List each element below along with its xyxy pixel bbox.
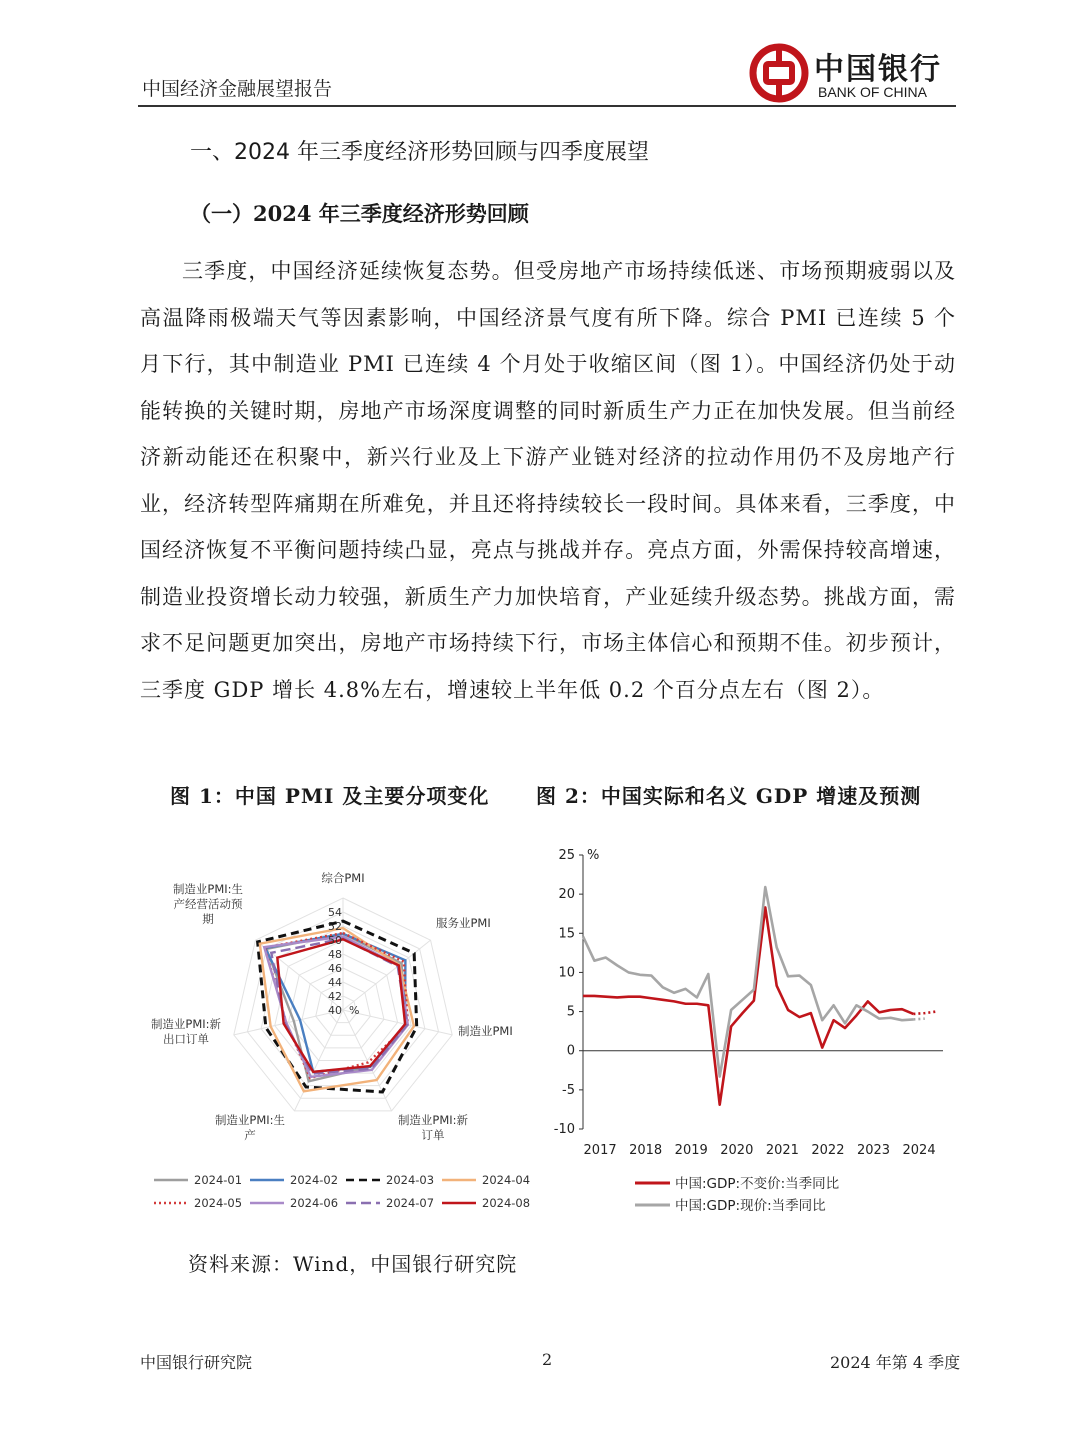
radar-axis-label-line: 制造业PMI	[458, 1024, 513, 1038]
radar-tick-label: 48	[328, 948, 342, 961]
body-paragraph-block	[140, 248, 956, 713]
series-forecast-real-gdp	[913, 1019, 924, 1020]
logo-english-text: BANK OF CHINA	[818, 84, 927, 100]
radar-axis-label-line: 综合PMI	[321, 871, 365, 885]
gdp-legend-label: 中国:GDP:不变价:当季同比	[675, 1176, 840, 1192]
logo-chinese-text: 中国银行	[814, 52, 942, 87]
radar-axis-label-line: 出口订单	[163, 1032, 209, 1046]
radar-axis-label-line: 产	[244, 1128, 256, 1142]
gdp-legend-label: 中国:GDP:现价:当季同比	[675, 1198, 826, 1214]
y-axis-unit: %	[587, 848, 600, 863]
y-tick-label: 15	[558, 926, 575, 942]
series-line-real-gdp	[583, 907, 913, 1104]
radar-axis-label	[215, 1113, 286, 1142]
section-title: 一、2024 年三季度经济形势回顾与四季度展望	[190, 140, 649, 165]
radar-tick-label: 52	[328, 920, 342, 933]
boc-emblem-icon	[748, 42, 810, 104]
radar-axis-label-line: 期	[202, 912, 214, 926]
radar-tick-label: 50	[328, 934, 342, 947]
legend-label-2024-01: 2024-01	[194, 1173, 243, 1187]
gdp-line-chart	[540, 840, 955, 1220]
y-tick-label: -10	[553, 1122, 575, 1137]
y-tick-label: 10	[558, 965, 575, 981]
body-paragraph: 三季度，中国经济延续恢复态势。但受房地产市场持续低迷、市场预期疲弱以及高温降雨极端天气等因素影响，中国经济景气度有所下降。综合 PMI 已连续 5 个月下行，其中制造业 PMI 已连续 4 个月处于收缩区间（图 1）。中国经济仍处于动能转换的关键时期，房地产市场深度调整的同时新质生产力正在加快发展。但当前经济新动能还在积聚中，新兴行业及上下游产业链对经济的拉动作用仍不及房地产行业，经济转型阵痛期在所难免，并且还将持续较长一段时间。具体来看，三季度，中国经济恢复不平衡问题持续凸显，亮点与挑战并存。亮点方面，外需保持较高增速，制造业投资增长动力较强，新质生产力加快培育，产业延续升级态势。挑战方面，需求不足问题更加突出，房地产市场持续下行，市场主体信心和预期不佳。初步预计，三季度 GDP 增长 4.8%左右，增速较上半年低 0.2 个百分点左右（图 2）。	[140, 259, 956, 702]
radar-tick-label: 42	[328, 990, 342, 1003]
x-tick-label: 2024	[902, 1143, 936, 1158]
series-forecast-real-gdp	[913, 1012, 936, 1014]
report-title: 中国经济金融展望报告	[142, 78, 333, 100]
series-line-nominal-gdp	[583, 887, 913, 1076]
x-tick-label: 2023	[856, 1143, 891, 1158]
radar-axis-label	[321, 871, 364, 885]
legend-label-2024-08: 2024-08	[482, 1196, 531, 1210]
pmi-radar-chart	[138, 860, 538, 1230]
x-tick-label: 2018	[629, 1143, 663, 1158]
radar-axis-label-line: 制造业PMI:新	[150, 1017, 222, 1031]
x-tick-label: 2019	[674, 1143, 708, 1158]
radar-tick-label: 46	[328, 962, 342, 975]
radar-tick-label: 54	[328, 906, 342, 919]
radar-tick-label: 40	[328, 1004, 342, 1017]
data-source-note: 资料来源：Wind，中国银行研究院	[188, 1252, 518, 1276]
page-number: 2	[542, 1350, 553, 1369]
legend-label-2024-05: 2024-05	[194, 1196, 243, 1210]
figure-1-title: 图 1：中国 PMI 及主要分项变化	[170, 784, 490, 808]
footer-institute: 中国银行研究院	[140, 1353, 253, 1372]
x-tick-label: 2022	[811, 1143, 845, 1158]
subsection-title: （一）2024 年三季度经济形势回顾	[190, 201, 529, 226]
x-tick-label: 2017	[583, 1143, 617, 1158]
y-tick-label: 25	[558, 848, 575, 863]
footer-quarter: 2024 年第 4 季度	[830, 1353, 961, 1372]
radar-axis-label-line: 产经营活动预	[173, 897, 243, 911]
radar-spoke	[343, 940, 431, 1010]
legend-label-2024-07: 2024-07	[386, 1196, 435, 1210]
radar-axis-label-line: 服务业PMI	[436, 916, 491, 930]
radar-axis-label-line: 制造业PMI:生	[172, 882, 244, 896]
radar-unit-label: %	[349, 1004, 360, 1017]
radar-axis-label-line: 制造业PMI:新	[397, 1113, 469, 1127]
legend-label-2024-06: 2024-06	[290, 1196, 339, 1210]
radar-axis-label	[458, 1024, 513, 1038]
radar-axis-label-line: 制造业PMI:生	[214, 1113, 286, 1127]
bank-of-china-logo	[748, 42, 958, 102]
radar-tick-label: 44	[328, 976, 342, 989]
x-tick-label: 2021	[765, 1143, 799, 1158]
figure-2-title: 图 2：中国实际和名义 GDP 增速及预测	[536, 784, 922, 808]
y-tick-label: 0	[566, 1043, 575, 1059]
radar-axis-label	[173, 882, 244, 926]
header-divider	[138, 105, 956, 107]
legend-label-2024-03: 2024-03	[386, 1173, 435, 1187]
y-tick-label: 5	[566, 1004, 575, 1020]
radar-axis-label	[398, 1113, 469, 1142]
y-tick-label: -5	[562, 1082, 575, 1098]
radar-axis-label	[151, 1017, 222, 1046]
radar-axis-label-line: 订单	[421, 1128, 445, 1142]
legend-label-2024-04: 2024-04	[482, 1173, 531, 1187]
radar-axis-label	[436, 916, 491, 930]
legend-label-2024-02: 2024-02	[290, 1173, 339, 1187]
y-tick-label: 20	[558, 887, 575, 903]
x-tick-label: 2020	[720, 1143, 754, 1158]
